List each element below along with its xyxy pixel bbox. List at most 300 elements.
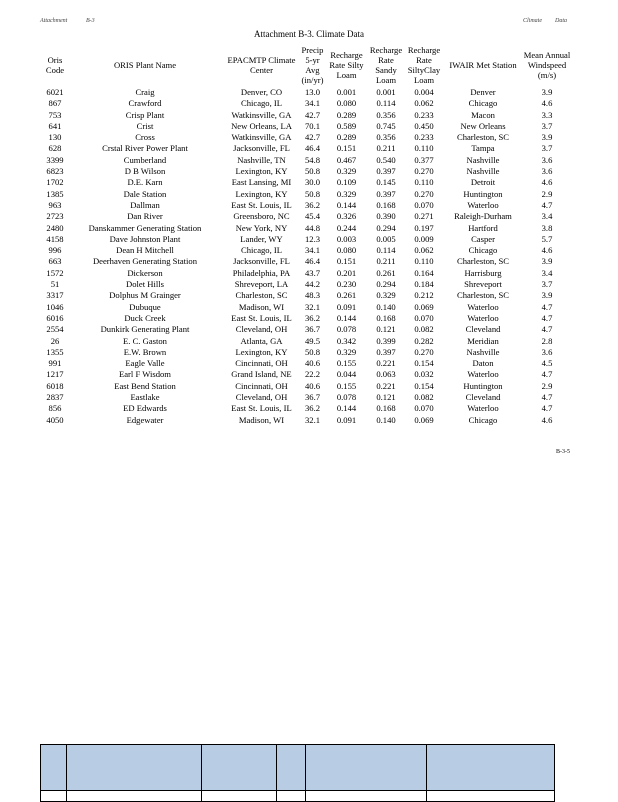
cell-recharge-silty-loam: 0.261 (336, 290, 357, 301)
cell-plant-name: Crstal River Power Plant (102, 143, 188, 154)
cell-plant-name: Craig (135, 87, 155, 97)
cell-precip: 44.2 (304, 279, 321, 290)
cell-recharge-sandy-loam: 0.399 (376, 335, 396, 346)
cell-precip: 46.4 (304, 143, 321, 154)
cell-met-station: Harrisburg (464, 267, 502, 278)
cell-climate-center: Chicago, IL (240, 245, 283, 256)
cell-oris-code: 963 (48, 199, 62, 210)
cell-climate-center: Jacksonville, FL (233, 143, 290, 154)
cell-precip: 45.4 (304, 211, 321, 222)
cell-precip: 34.1 (304, 98, 321, 109)
cell-windspeed: 5.7 (541, 233, 553, 244)
cell-met-station: Waterloo (467, 199, 499, 210)
table-row (44, 166, 571, 177)
cell-plant-name: Deerhaven Generating Station (92, 256, 198, 267)
cell-plant-name: E.W. Brown (123, 346, 167, 357)
col-header-recharge-siltyclay-loam: Recharge Rate SiltyClay Loam (407, 44, 441, 85)
cell-precip: 30.0 (304, 177, 321, 188)
cell-recharge-siltyclay-loam: 0.197 (414, 222, 434, 233)
cell-climate-center: Nashville, TN (237, 154, 286, 165)
next-table-header-grid (40, 744, 555, 802)
cell-climate-center: Madison, WI (238, 414, 285, 425)
cell-plant-name: Edgewater (126, 414, 164, 425)
cell-windspeed: 3.9 (541, 256, 553, 267)
cell-recharge-silty-loam: 0.244 (336, 222, 357, 233)
cell-recharge-sandy-loam: 0.121 (376, 324, 396, 335)
table-row (44, 132, 571, 143)
col-header-windspeed: Mean Annual Windspeed (m/s) (523, 49, 571, 80)
cell-windspeed: 4.7 (541, 324, 553, 335)
cell-met-station: Tampa (471, 143, 495, 154)
cell-plant-name: Danskammer Generating Station (88, 222, 202, 233)
cell-oris-code: 1046 (46, 301, 64, 312)
cell-oris-code: 1702 (46, 177, 64, 188)
cell-recharge-siltyclay-loam: 0.164 (414, 267, 434, 278)
cell-plant-name: Earl F Wisdom (118, 369, 171, 380)
grid-divider (426, 745, 427, 801)
cell-met-station: Waterloo (467, 301, 499, 312)
cell-recharge-sandy-loam: 0.356 (376, 109, 396, 120)
cell-recharge-siltyclay-loam: 0.082 (414, 324, 434, 335)
cell-precip: 40.6 (304, 358, 321, 369)
cell-recharge-sandy-loam: 0.114 (376, 98, 396, 109)
cell-windspeed: 3.4 (541, 267, 553, 278)
cell-met-station: Cleveland (465, 324, 501, 335)
cell-recharge-siltyclay-loam: 0.270 (414, 346, 434, 357)
table-row (44, 415, 571, 426)
table-row (44, 279, 571, 290)
cell-recharge-silty-loam: 0.080 (336, 98, 357, 109)
cell-met-station: Waterloo (467, 403, 499, 414)
cell-plant-name: Dean H Mitchell (116, 245, 174, 256)
cell-climate-center: Chicago, IL (240, 98, 283, 109)
cell-climate-center: Cleveland, OH (235, 324, 288, 335)
cell-plant-name: D B Wilson (124, 166, 166, 177)
col-header-met-station: IWAIR Met Station (449, 59, 517, 70)
cell-oris-code: 3399 (46, 154, 64, 165)
table-header (44, 42, 571, 87)
cell-recharge-sandy-loam: 0.397 (376, 188, 396, 199)
col-header-plant-name: ORIS Plant Name (113, 59, 177, 70)
cell-recharge-silty-loam: 0.230 (336, 279, 357, 290)
cell-recharge-silty-loam: 0.109 (336, 177, 357, 188)
cell-windspeed: 3.6 (541, 346, 553, 357)
cell-windspeed: 2.9 (541, 188, 553, 199)
cell-climate-center: Grand Island, NE (231, 369, 292, 380)
cell-recharge-silty-loam: 0.467 (336, 154, 357, 165)
cell-met-station: Meridian (467, 335, 499, 346)
cell-windspeed: 4.6 (541, 245, 553, 256)
cell-oris-code: 641 (48, 120, 62, 131)
cell-oris-code: 6016 (46, 312, 64, 323)
grid-divider (66, 745, 67, 801)
cell-plant-name: Crawford (128, 98, 162, 109)
cell-windspeed: 4.7 (541, 392, 553, 403)
cell-recharge-siltyclay-loam: 0.270 (414, 166, 434, 177)
cell-plant-name: Cross (135, 132, 155, 143)
running-header-right-a: Climate (523, 18, 542, 24)
cell-met-station: Daton (472, 358, 494, 369)
cell-recharge-sandy-loam: 0.211 (376, 143, 396, 154)
cell-oris-code: 753 (48, 109, 62, 120)
cell-oris-code: 991 (48, 358, 62, 369)
cell-windspeed: 3.7 (541, 143, 553, 154)
cell-recharge-sandy-loam: 0.145 (376, 177, 396, 188)
cell-recharge-silty-loam: 0.589 (336, 120, 357, 131)
cell-precip: 70.1 (304, 120, 321, 131)
cell-oris-code: 4050 (46, 414, 64, 425)
table-title: Attachment B-3. Climate Data (254, 29, 364, 39)
cell-windspeed: 3.4 (541, 211, 553, 222)
cell-recharge-sandy-loam: 0.001 (376, 87, 396, 97)
cell-recharge-silty-loam: 0.151 (336, 143, 357, 154)
table-body (44, 87, 571, 426)
cell-met-station: Cleveland (465, 392, 501, 403)
cell-climate-center: Lander, WY (240, 233, 283, 244)
cell-recharge-sandy-loam: 0.356 (376, 132, 396, 143)
cell-precip: 42.7 (304, 109, 321, 120)
cell-recharge-silty-loam: 0.001 (336, 87, 357, 97)
cell-recharge-silty-loam: 0.155 (336, 380, 357, 391)
cell-oris-code: 2554 (46, 324, 64, 335)
cell-oris-code: 4158 (46, 233, 64, 244)
cell-recharge-sandy-loam: 0.211 (376, 256, 396, 267)
cell-met-station: Charleston, SC (456, 132, 510, 143)
cell-precip: 49.5 (304, 335, 321, 346)
cell-precip: 43.7 (304, 267, 321, 278)
cell-recharge-siltyclay-loam: 0.070 (414, 403, 434, 414)
cell-precip: 42.7 (304, 132, 321, 143)
cell-recharge-silty-loam: 0.091 (336, 414, 357, 425)
col-header-recharge-silty-loam: Recharge Rate Silty Loam (329, 49, 364, 80)
cell-precip: 46.4 (304, 256, 321, 267)
cell-recharge-sandy-loam: 0.168 (376, 403, 396, 414)
cell-oris-code: 26 (50, 335, 60, 346)
cell-recharge-siltyclay-loam: 0.377 (414, 154, 434, 165)
cell-met-station: New Orleans (460, 120, 506, 131)
col-header-climate-center: EPACMTP Climate Center (227, 54, 296, 75)
cell-windspeed: 3.7 (541, 279, 553, 290)
cell-climate-center: Charleston, SC (235, 290, 288, 301)
cell-precip: 50.8 (304, 188, 321, 199)
cell-plant-name: Duck Creek (124, 312, 166, 323)
cell-windspeed: 4.7 (541, 312, 553, 323)
cell-recharge-sandy-loam: 0.294 (376, 222, 396, 233)
cell-climate-center: Madison, WI (238, 301, 285, 312)
cell-recharge-sandy-loam: 0.745 (376, 120, 396, 131)
cell-oris-code: 1217 (46, 369, 64, 380)
cell-recharge-siltyclay-loam: 0.270 (414, 188, 434, 199)
cell-recharge-sandy-loam: 0.397 (376, 346, 396, 357)
table-row (44, 234, 571, 245)
cell-windspeed: 4.7 (541, 403, 553, 414)
cell-plant-name: Dolphus M Grainger (109, 290, 181, 301)
cell-windspeed: 4.7 (541, 369, 553, 380)
cell-met-station: Chicago (468, 245, 498, 256)
cell-plant-name: Dickerson (127, 267, 163, 278)
cell-recharge-silty-loam: 0.044 (336, 369, 357, 380)
cell-precip: 48.3 (304, 290, 321, 301)
cell-oris-code: 3317 (46, 290, 64, 301)
cell-recharge-silty-loam: 0.144 (336, 199, 357, 210)
table-row (44, 302, 571, 313)
cell-plant-name: Dan River (127, 211, 163, 222)
cell-precip: 36.7 (304, 324, 321, 335)
cell-recharge-siltyclay-loam: 0.032 (414, 369, 434, 380)
cell-oris-code: 51 (50, 279, 60, 290)
cell-met-station: Shreveport (464, 279, 502, 290)
cell-recharge-siltyclay-loam: 0.004 (414, 87, 434, 97)
cell-precip: 36.2 (304, 199, 321, 210)
table-row (44, 381, 571, 392)
col-header-recharge-sandy-loam: Recharge Rate Sandy Loam (369, 44, 403, 85)
cell-met-station: Huntington (463, 188, 503, 199)
cell-oris-code: 856 (48, 403, 62, 414)
table-row (44, 189, 571, 200)
cell-oris-code: 6021 (46, 87, 64, 97)
cell-met-station: Chicago (468, 98, 498, 109)
cell-recharge-siltyclay-loam: 0.070 (414, 199, 434, 210)
cell-precip: 50.8 (304, 346, 321, 357)
cell-recharge-silty-loam: 0.155 (336, 358, 357, 369)
cell-recharge-silty-loam: 0.144 (336, 312, 357, 323)
cell-recharge-silty-loam: 0.289 (336, 132, 357, 143)
cell-recharge-siltyclay-loam: 0.282 (414, 335, 434, 346)
cell-recharge-siltyclay-loam: 0.069 (414, 414, 434, 425)
cell-recharge-siltyclay-loam: 0.212 (414, 290, 434, 301)
table-row (44, 403, 571, 414)
cell-plant-name: Crist (136, 120, 154, 131)
table-row (44, 223, 571, 234)
cell-recharge-silty-loam: 0.329 (336, 346, 357, 357)
cell-precip: 40.6 (304, 380, 321, 391)
cell-met-station: Nashville (466, 166, 500, 177)
cell-recharge-sandy-loam: 0.168 (376, 312, 396, 323)
cell-climate-center: East St. Louis, IL (231, 199, 292, 210)
cell-recharge-siltyclay-loam: 0.070 (414, 312, 434, 323)
cell-climate-center: Lexington, KY (235, 166, 288, 177)
cell-windspeed: 4.6 (541, 414, 553, 425)
cell-windspeed: 2.9 (541, 380, 553, 391)
cell-recharge-siltyclay-loam: 0.009 (414, 233, 434, 244)
cell-plant-name: Eastlake (130, 392, 160, 403)
next-table-header-band (41, 745, 554, 791)
cell-met-station: Denver (470, 87, 496, 97)
cell-recharge-sandy-loam: 0.221 (376, 358, 396, 369)
cell-recharge-silty-loam: 0.151 (336, 256, 357, 267)
table-row (44, 110, 571, 121)
cell-oris-code: 6823 (46, 166, 64, 177)
cell-plant-name: Dunkirk Generating Plant (100, 324, 190, 335)
cell-recharge-sandy-loam: 0.540 (376, 154, 396, 165)
running-header-mid: B-3 (86, 18, 95, 24)
cell-oris-code: 6018 (46, 380, 64, 391)
table-row (44, 290, 571, 301)
cell-recharge-siltyclay-loam: 0.069 (414, 301, 434, 312)
cell-recharge-siltyclay-loam: 0.154 (414, 380, 434, 391)
cell-recharge-sandy-loam: 0.397 (376, 166, 396, 177)
cell-climate-center: Greensboro, NC (233, 211, 290, 222)
cell-climate-center: East St. Louis, IL (231, 312, 292, 323)
cell-windspeed: 4.7 (541, 301, 553, 312)
cell-met-station: Detroit (470, 177, 496, 188)
table-row (44, 313, 571, 324)
cell-recharge-silty-loam: 0.078 (336, 392, 357, 403)
table-row (44, 268, 571, 279)
cell-recharge-siltyclay-loam: 0.062 (414, 98, 434, 109)
table-row (44, 177, 571, 188)
cell-climate-center: Cincinnati, OH (235, 358, 288, 369)
cell-met-station: Waterloo (467, 369, 499, 380)
cell-recharge-silty-loam: 0.342 (336, 335, 357, 346)
table-row (44, 155, 571, 166)
table-row (44, 245, 571, 256)
cell-recharge-siltyclay-loam: 0.110 (414, 143, 434, 154)
cell-plant-name: Dale Station (123, 188, 167, 199)
cell-recharge-siltyclay-loam: 0.271 (414, 211, 434, 222)
cell-recharge-sandy-loam: 0.114 (376, 245, 396, 256)
cell-met-station: Charleston, SC (456, 290, 510, 301)
table-row (44, 98, 571, 109)
cell-oris-code: 1355 (46, 346, 64, 357)
cell-oris-code: 663 (48, 256, 62, 267)
cell-plant-name: E. C. Gaston (123, 335, 167, 346)
cell-met-station: Charleston, SC (456, 256, 510, 267)
cell-recharge-silty-loam: 0.326 (336, 211, 357, 222)
grid-divider (305, 745, 306, 801)
cell-climate-center: Atlanta, GA (240, 335, 283, 346)
cell-precip: 13.0 (304, 87, 321, 97)
cell-precip: 36.2 (304, 312, 321, 323)
cell-precip: 36.7 (304, 392, 321, 403)
cell-oris-code: 628 (48, 143, 62, 154)
table-row (44, 200, 571, 211)
cell-oris-code: 867 (48, 98, 62, 109)
cell-climate-center: Watkinsville, GA (231, 132, 292, 143)
cell-oris-code: 1572 (46, 267, 64, 278)
cell-precip: 32.1 (304, 301, 321, 312)
cell-plant-name: Cumberland (123, 154, 167, 165)
cell-climate-center: East Lansing, MI (231, 177, 292, 188)
cell-met-station: Raleigh-Durham (454, 211, 512, 222)
cell-climate-center: Jacksonville, FL (233, 256, 290, 267)
cell-met-station: Nashville (466, 154, 500, 165)
cell-met-station: Nashville (466, 346, 500, 357)
climate-data-table (44, 42, 571, 426)
cell-met-station: Chicago (468, 414, 498, 425)
cell-windspeed: 3.9 (541, 290, 553, 301)
cell-windspeed: 3.6 (541, 154, 553, 165)
cell-recharge-siltyclay-loam: 0.110 (414, 177, 434, 188)
cell-plant-name: Dubuque (129, 301, 161, 312)
cell-windspeed: 3.6 (541, 166, 553, 177)
cell-precip: 54.8 (304, 154, 321, 165)
cell-windspeed: 2.8 (541, 335, 553, 346)
cell-recharge-siltyclay-loam: 0.233 (414, 132, 434, 143)
running-header-right-b: Data (555, 18, 567, 24)
cell-recharge-siltyclay-loam: 0.450 (414, 120, 434, 131)
cell-windspeed: 3.7 (541, 120, 553, 131)
cell-recharge-silty-loam: 0.329 (336, 188, 357, 199)
cell-precip: 12.3 (304, 233, 321, 244)
page-number: B-3-5 (556, 449, 570, 455)
cell-recharge-silty-loam: 0.078 (336, 324, 357, 335)
cell-recharge-sandy-loam: 0.140 (376, 301, 396, 312)
cell-plant-name: ED Edwards (123, 403, 167, 414)
cell-climate-center: East St. Louis, IL (231, 403, 292, 414)
table-row (44, 143, 571, 154)
cell-precip: 44.8 (304, 222, 321, 233)
cell-recharge-silty-loam: 0.003 (336, 233, 357, 244)
table-row (44, 369, 571, 380)
cell-oris-code: 2723 (46, 211, 64, 222)
cell-recharge-sandy-loam: 0.329 (376, 290, 396, 301)
table-row (44, 336, 571, 347)
cell-recharge-sandy-loam: 0.390 (376, 211, 396, 222)
cell-plant-name: East Bend Station (114, 380, 176, 391)
cell-met-station: Macon (471, 109, 495, 120)
running-header-left: Attachment (40, 18, 68, 24)
table-row (44, 87, 571, 98)
table-row (44, 358, 571, 369)
cell-windspeed: 4.6 (541, 98, 553, 109)
cell-recharge-siltyclay-loam: 0.184 (414, 279, 434, 290)
col-header-oris-code: Oris Code (45, 54, 65, 75)
cell-oris-code: 2837 (46, 392, 64, 403)
cell-recharge-sandy-loam: 0.168 (376, 199, 396, 210)
cell-climate-center: Cleveland, OH (235, 392, 288, 403)
cell-recharge-sandy-loam: 0.221 (376, 380, 396, 391)
cell-recharge-siltyclay-loam: 0.062 (414, 245, 434, 256)
cell-recharge-silty-loam: 0.144 (336, 403, 357, 414)
grid-divider (276, 745, 277, 801)
cell-recharge-silty-loam: 0.201 (336, 267, 357, 278)
cell-oris-code: 130 (48, 132, 62, 143)
cell-climate-center: New York, NY (235, 222, 288, 233)
cell-met-station: Waterloo (467, 312, 499, 323)
cell-windspeed: 3.9 (541, 87, 553, 97)
cell-plant-name: D.E. Karn (127, 177, 163, 188)
col-header-precip: Precip 5-yr Avg (in/yr) (301, 44, 324, 85)
cell-precip: 32.1 (304, 414, 321, 425)
cell-recharge-sandy-loam: 0.140 (376, 414, 396, 425)
cell-windspeed: 3.8 (541, 222, 553, 233)
cell-climate-center: Lexington, KY (235, 346, 288, 357)
cell-climate-center: Philadelphia, PA (232, 267, 291, 278)
cell-oris-code: 2480 (46, 222, 64, 233)
cell-precip: 34.1 (304, 245, 321, 256)
cell-climate-center: Shreveport, LA (234, 279, 289, 290)
cell-met-station: Hartford (468, 222, 498, 233)
cell-plant-name: Dolet Hills (126, 279, 164, 290)
cell-recharge-sandy-loam: 0.005 (376, 233, 396, 244)
cell-recharge-silty-loam: 0.329 (336, 166, 357, 177)
cell-windspeed: 4.6 (541, 177, 553, 188)
cell-recharge-sandy-loam: 0.063 (376, 369, 396, 380)
cell-climate-center: Cincinnati, OH (235, 380, 288, 391)
grid-divider (201, 745, 202, 801)
cell-recharge-siltyclay-loam: 0.110 (414, 256, 434, 267)
cell-met-station: Huntington (463, 380, 503, 391)
cell-plant-name: Dallman (130, 199, 160, 210)
cell-windspeed: 4.7 (541, 199, 553, 210)
cell-windspeed: 4.5 (541, 358, 553, 369)
table-row (44, 211, 571, 222)
cell-recharge-silty-loam: 0.080 (336, 245, 357, 256)
cell-climate-center: Watkinsville, GA (231, 109, 292, 120)
cell-plant-name: Crisp Plant (125, 109, 165, 120)
cell-recharge-sandy-loam: 0.121 (376, 392, 396, 403)
